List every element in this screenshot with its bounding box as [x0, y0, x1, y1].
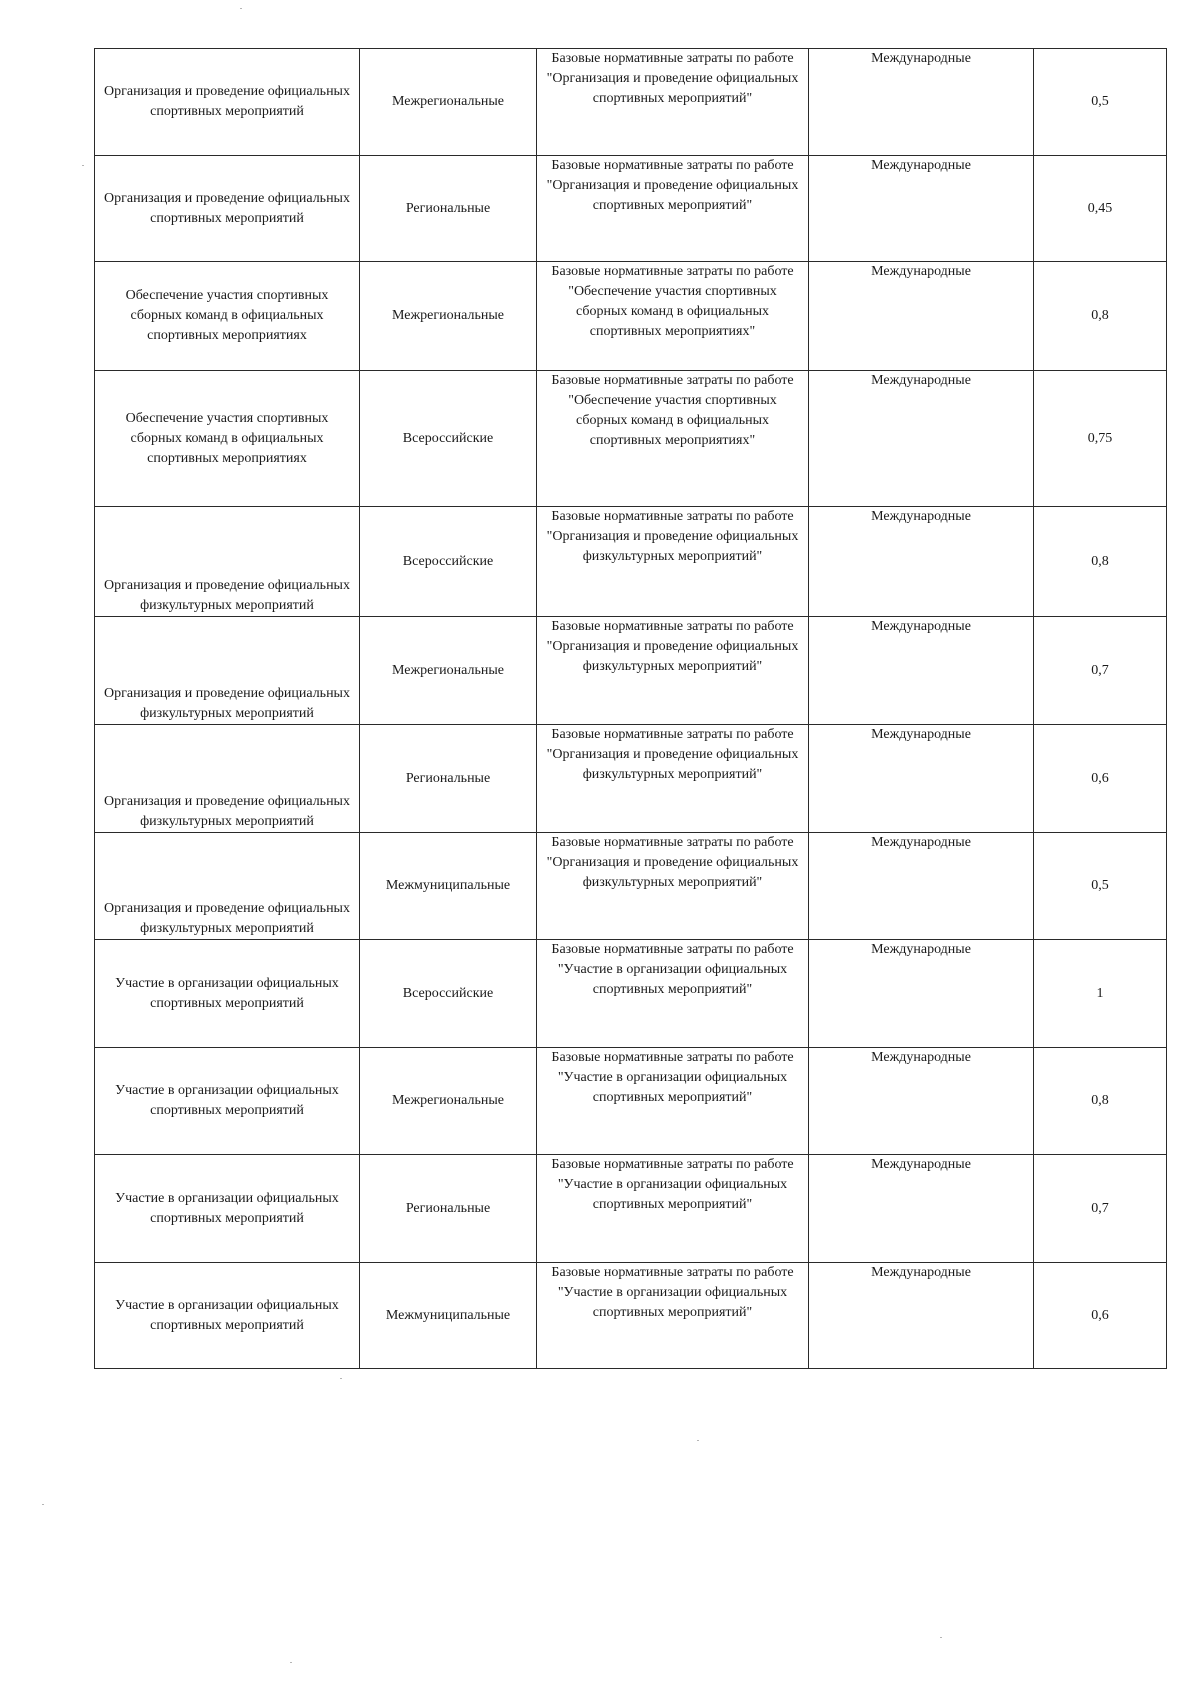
- norms-table: [94, 48, 1167, 1369]
- base-cost-cell: Базовые нормативные затраты по работе "Организация и проведение официальных физкультурных мероприятий": [537, 725, 809, 833]
- international-cell: Международные: [809, 1263, 1034, 1369]
- base-cost-cell: Базовые нормативные затраты по работе "Участие в организации официальных спортивных мероприятий": [537, 1155, 809, 1263]
- norms-table-body: [95, 49, 1167, 1369]
- event-level-cell: Межрегиональные: [360, 49, 537, 156]
- work-name-cell: Участие в организации официальных спортивных мероприятий: [95, 1263, 360, 1369]
- international-cell: Международные: [809, 49, 1034, 156]
- work-name-cell: Организация и проведение официальных спортивных мероприятий: [95, 156, 360, 262]
- coefficient-cell: 0,7: [1034, 1155, 1167, 1263]
- table-row: [95, 1048, 1167, 1155]
- work-name-cell: Организация и проведение официальных физкультурных мероприятий: [95, 833, 360, 940]
- work-name-cell: Организация и проведение официальных физкультурных мероприятий: [95, 725, 360, 833]
- work-name-cell: Участие в организации официальных спортивных мероприятий: [95, 940, 360, 1048]
- international-cell: Международные: [809, 833, 1034, 940]
- international-cell: Международные: [809, 507, 1034, 617]
- base-cost-cell: Базовые нормативные затраты по работе "Участие в организации официальных спортивных мероприятий": [537, 1048, 809, 1155]
- scan-speck: [42, 1504, 44, 1505]
- work-name-cell: Участие в организации официальных спортивных мероприятий: [95, 1048, 360, 1155]
- table-row: [95, 1155, 1167, 1263]
- coefficient-cell: 0,5: [1034, 49, 1167, 156]
- international-cell: Международные: [809, 725, 1034, 833]
- coefficient-cell: 0,5: [1034, 833, 1167, 940]
- work-name-cell: Организация и проведение официальных спортивных мероприятий: [95, 49, 360, 156]
- scan-speck: [940, 1637, 942, 1638]
- coefficient-cell: 0,7: [1034, 617, 1167, 725]
- event-level-cell: Межрегиональные: [360, 617, 537, 725]
- scan-speck: [240, 8, 242, 9]
- scan-speck: [340, 1378, 342, 1379]
- international-cell: Международные: [809, 617, 1034, 725]
- table-row: [95, 262, 1167, 371]
- event-level-cell: Межрегиональные: [360, 262, 537, 371]
- international-cell: Международные: [809, 262, 1034, 371]
- scan-speck: [697, 1440, 699, 1441]
- scan-speck: [290, 1662, 292, 1663]
- base-cost-cell: Базовые нормативные затраты по работе "Участие в организации официальных спортивных мероприятий": [537, 1263, 809, 1369]
- base-cost-cell: Базовые нормативные затраты по работе "Организация и проведение официальных физкультурных мероприятий": [537, 617, 809, 725]
- base-cost-cell: Базовые нормативные затраты по работе "Обеспечение участия спортивных сборных команд в официальных спортивных мероприятиях": [537, 371, 809, 507]
- international-cell: Международные: [809, 156, 1034, 262]
- coefficient-cell: 0,6: [1034, 725, 1167, 833]
- base-cost-cell: Базовые нормативные затраты по работе "Организация и проведение официальных спортивных мероприятий": [537, 156, 809, 262]
- coefficient-cell: 0,45: [1034, 156, 1167, 262]
- coefficient-cell: 0,6: [1034, 1263, 1167, 1369]
- event-level-cell: Всероссийские: [360, 940, 537, 1048]
- event-level-cell: Межмуниципальные: [360, 833, 537, 940]
- international-cell: Международные: [809, 940, 1034, 1048]
- base-cost-cell: Базовые нормативные затраты по работе "Организация и проведение официальных физкультурных мероприятий": [537, 833, 809, 940]
- work-name-cell: Организация и проведение официальных физкультурных мероприятий: [95, 617, 360, 725]
- scan-speck: [82, 165, 84, 166]
- coefficient-cell: 1: [1034, 940, 1167, 1048]
- international-cell: Международные: [809, 1155, 1034, 1263]
- work-name-cell: Участие в организации официальных спортивных мероприятий: [95, 1155, 360, 1263]
- table-row: [95, 725, 1167, 833]
- base-cost-cell: Базовые нормативные затраты по работе "Участие в организации официальных спортивных мероприятий": [537, 940, 809, 1048]
- coefficient-cell: 0,8: [1034, 507, 1167, 617]
- event-level-cell: Региональные: [360, 156, 537, 262]
- table-row: [95, 1263, 1167, 1369]
- table-row: [95, 940, 1167, 1048]
- base-cost-cell: Базовые нормативные затраты по работе "Обеспечение участия спортивных сборных команд в официальных спортивных мероприятиях": [537, 262, 809, 371]
- event-level-cell: Межрегиональные: [360, 1048, 537, 1155]
- coefficient-cell: 0,8: [1034, 1048, 1167, 1155]
- table-row: [95, 156, 1167, 262]
- table-row: [95, 507, 1167, 617]
- coefficient-cell: 0,75: [1034, 371, 1167, 507]
- table-row: [95, 371, 1167, 507]
- base-cost-cell: Базовые нормативные затраты по работе "Организация и проведение официальных спортивных мероприятий": [537, 49, 809, 156]
- work-name-cell: Обеспечение участия спортивных сборных команд в официальных спортивных мероприятиях: [95, 262, 360, 371]
- base-cost-cell: Базовые нормативные затраты по работе "Организация и проведение официальных физкультурных мероприятий": [537, 507, 809, 617]
- table-row: [95, 833, 1167, 940]
- event-level-cell: Всероссийские: [360, 507, 537, 617]
- coefficient-cell: 0,8: [1034, 262, 1167, 371]
- international-cell: Международные: [809, 1048, 1034, 1155]
- event-level-cell: Межмуниципальные: [360, 1263, 537, 1369]
- international-cell: Международные: [809, 371, 1034, 507]
- event-level-cell: Региональные: [360, 725, 537, 833]
- table-row: [95, 49, 1167, 156]
- event-level-cell: Всероссийские: [360, 371, 537, 507]
- work-name-cell: Обеспечение участия спортивных сборных команд в официальных спортивных мероприятиях: [95, 371, 360, 507]
- work-name-cell: Организация и проведение официальных физкультурных мероприятий: [95, 507, 360, 617]
- event-level-cell: Региональные: [360, 1155, 537, 1263]
- table-row: [95, 617, 1167, 725]
